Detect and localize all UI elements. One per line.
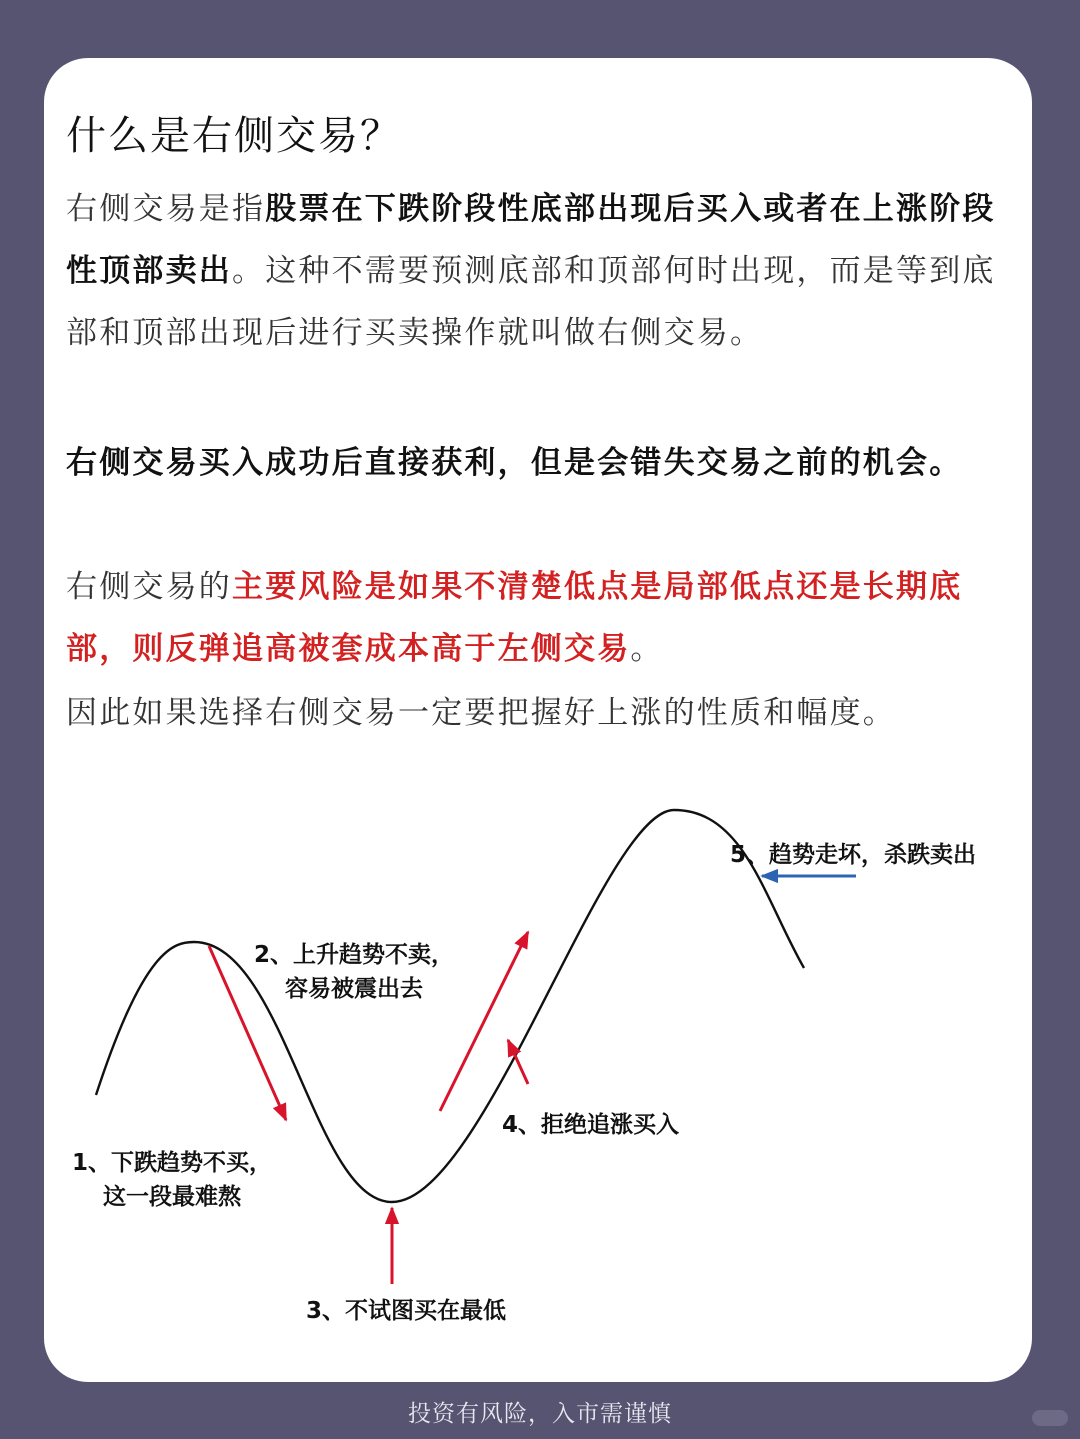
price-curve [96,810,804,1202]
label-uptrend-line2: 容易被震出去 [285,976,423,1002]
label-uptrend-line1: 2、上升趋势不卖， [254,942,455,968]
watermark-badge [1032,1410,1068,1426]
page-title: 什么是右侧交易？ [66,113,402,159]
advice-paragraph: 因此如果选择右侧交易一定要把握好上涨的性质和幅度。 [66,695,896,731]
risk-disclaimer: 投资有风险，入市需谨慎 [408,1401,672,1427]
definition-rest: 。这种不需要预测底部和顶部何时出现，而是等到底部和顶部出现后进行买卖操作就叫做右侧交易。 [66,253,996,351]
risk-highlight: 主要风险是如果不清楚低点是局部低点还是长期底部，则反弹追高被套成本高于左侧交易 [66,569,963,667]
risk-end: 。 [630,631,664,667]
label-chase: 4、拒绝追涨买入 [502,1112,680,1138]
definition-lead: 右侧交易是指 [66,191,266,227]
risk-lead: 右侧交易的 [66,569,232,605]
label-uptrend [254,938,454,1006]
label-downtrend-line2: 这一段最难熬 [103,1184,241,1210]
content-card [44,58,1032,1382]
label-downtrend-line1: 1、下跌趋势不买， [72,1150,273,1176]
label-sell: 5、趋势走坏，杀跌卖出 [730,842,977,868]
definition-bold: 股票在下跌阶段性底部出现后买入或者在上涨阶段性顶部卖出 [66,191,996,289]
label-downtrend [72,1146,272,1214]
benefit-paragraph: 右侧交易买入成功后直接获利，但是会错失交易之前的机会。 [66,445,963,481]
label-bottom: 3、不试图买在最低 [306,1298,507,1324]
